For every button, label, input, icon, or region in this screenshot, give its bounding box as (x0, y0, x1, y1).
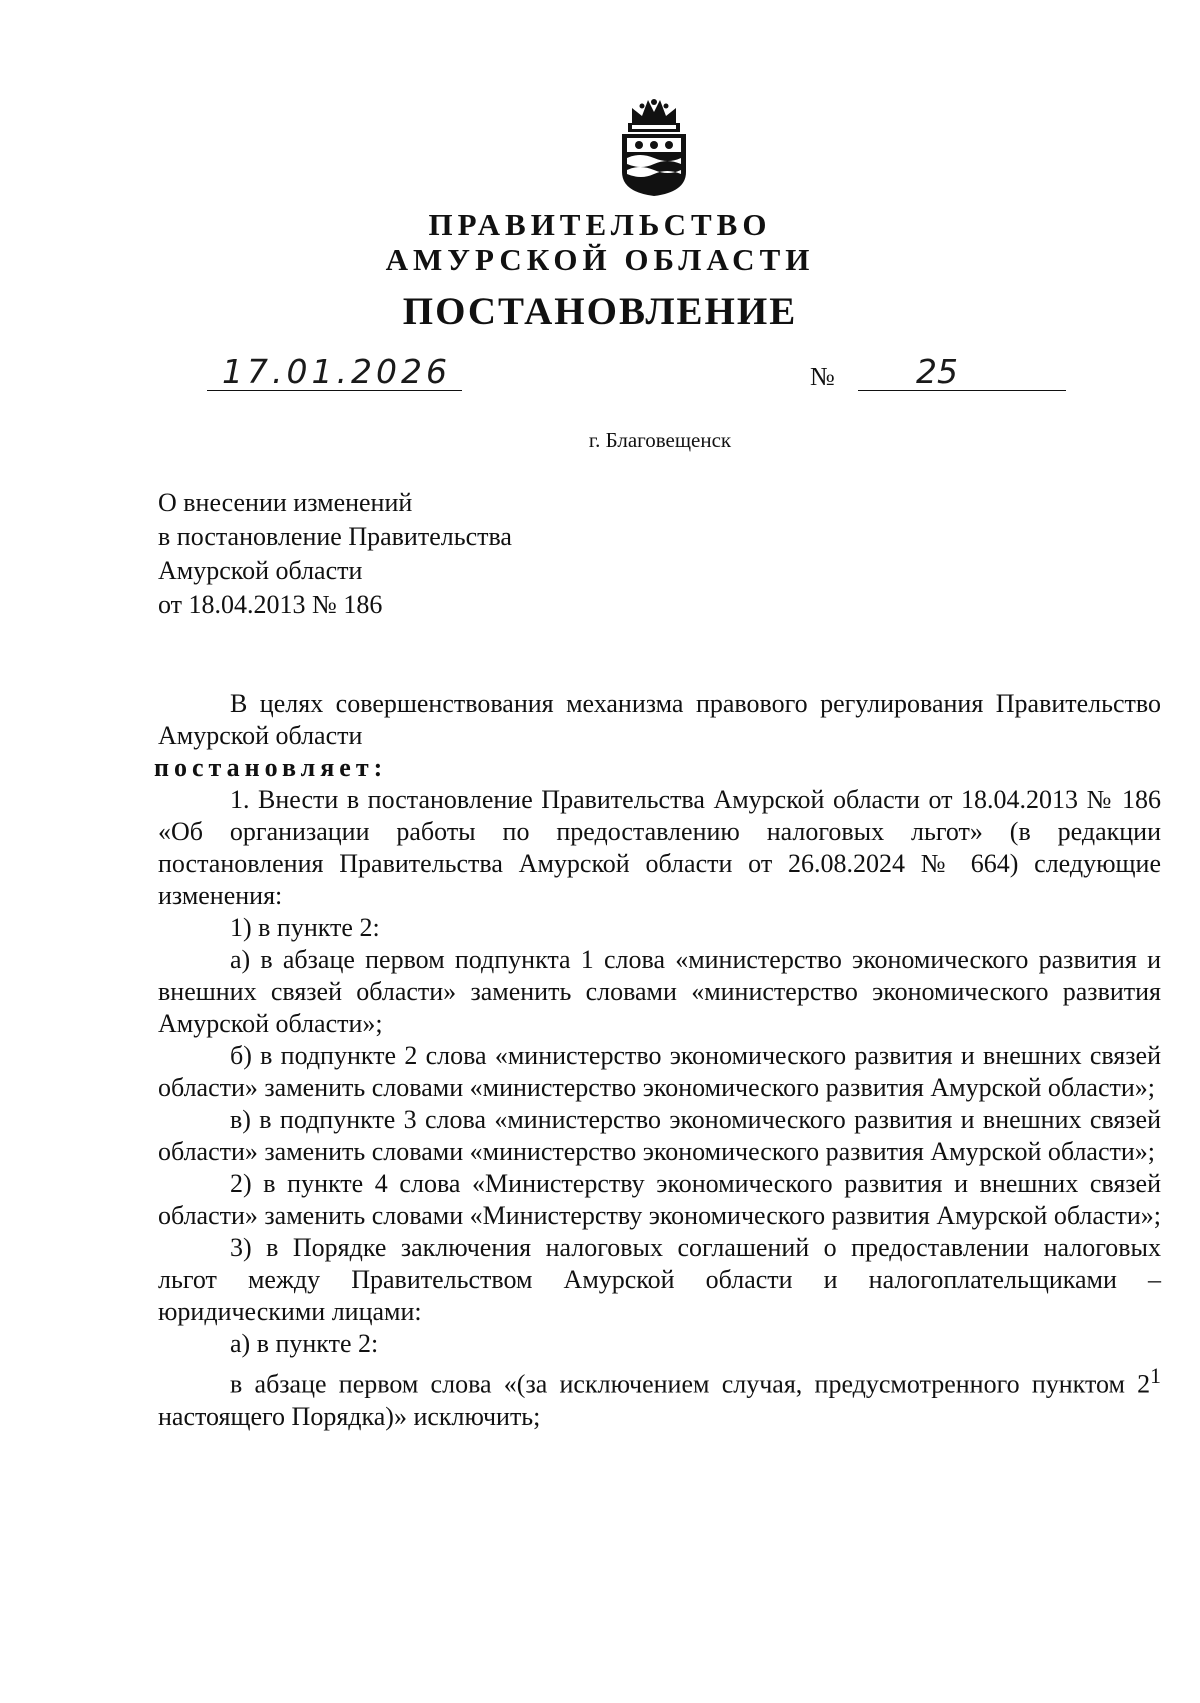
paragraph: 3) в Порядке заключения налоговых соглашений о предоставлении налоговых льгот между Правительством Амурской области и налогоплательщиками – юридическими лицами: (158, 1233, 1161, 1326)
paragraph-text: в абзаце первом слова «(за исключением случая, предусмотренного пунктом 2 (230, 1369, 1151, 1399)
document-type-title: ПОСТАНОВЛЕНИЕ (402, 290, 798, 333)
resolves-word: постановляет: (154, 753, 388, 782)
paragraph: а) в пункте 2: (230, 1329, 379, 1358)
paragraph: 2) в пункте 4 слова «Министерству экономического развития и внешних связей области» заменить словами «Министерству экономического развития Амурской области»; (158, 1169, 1161, 1230)
paragraph: 1. Внести в постановление Правительства Амурской области от 18.04.2013 № 186 «Об организации работы по предоставлению налоговых льгот» (в редакции постановления Правительства Амурской области от 26.08.2024 № 664) следующие изменения: (158, 785, 1161, 910)
document-date: 17.01.2026 (222, 352, 451, 391)
org-name-line2: АМУРСКОЙ ОБЛАСТИ (385, 242, 815, 277)
paragraph: 1) в пункте 2: (230, 913, 380, 942)
document-body (154, 688, 1161, 1433)
document-number: 25 (916, 352, 958, 391)
preamble-paragraph: В целях совершенствования механизма правового регулирования Правительство Амурской области (158, 689, 1161, 750)
subject-line: от 18.04.2013 № 186 (158, 590, 383, 619)
amur-region-coat-of-arms-icon (612, 94, 696, 198)
paragraph (158, 1360, 1161, 1433)
document-subject (158, 486, 512, 622)
paragraph: а) в абзаце первом подпункта 1 слова «министерство экономического развития и внешних связей области» заменить словами «министерство экономического развития Амурской области»; (158, 945, 1161, 1038)
org-name-line1: ПРАВИТЕЛЬСТВО (428, 207, 772, 242)
paragraph: б) в подпункте 2 слова «министерство экономического развития и внешних связей области» заменить словами «министерство экономического развития Амурской области»; (158, 1041, 1161, 1102)
number-label: № (810, 362, 835, 391)
subject-line: О внесении изменений (158, 488, 413, 517)
subject-line: в постановление Правительства (158, 522, 512, 551)
subject-line: Амурской области (158, 556, 363, 585)
city-name: г. Благовещенск (588, 428, 732, 452)
superscript: 1 (1150, 1364, 1161, 1388)
paragraph-text: настоящего Порядка)» исключить; (158, 1401, 541, 1431)
number-underline (858, 390, 1066, 391)
paragraph: в) в подпункте 3 слова «министерство экономического развития и внешних связей области» заменить словами «министерство экономического развития Амурской области»; (158, 1105, 1161, 1166)
